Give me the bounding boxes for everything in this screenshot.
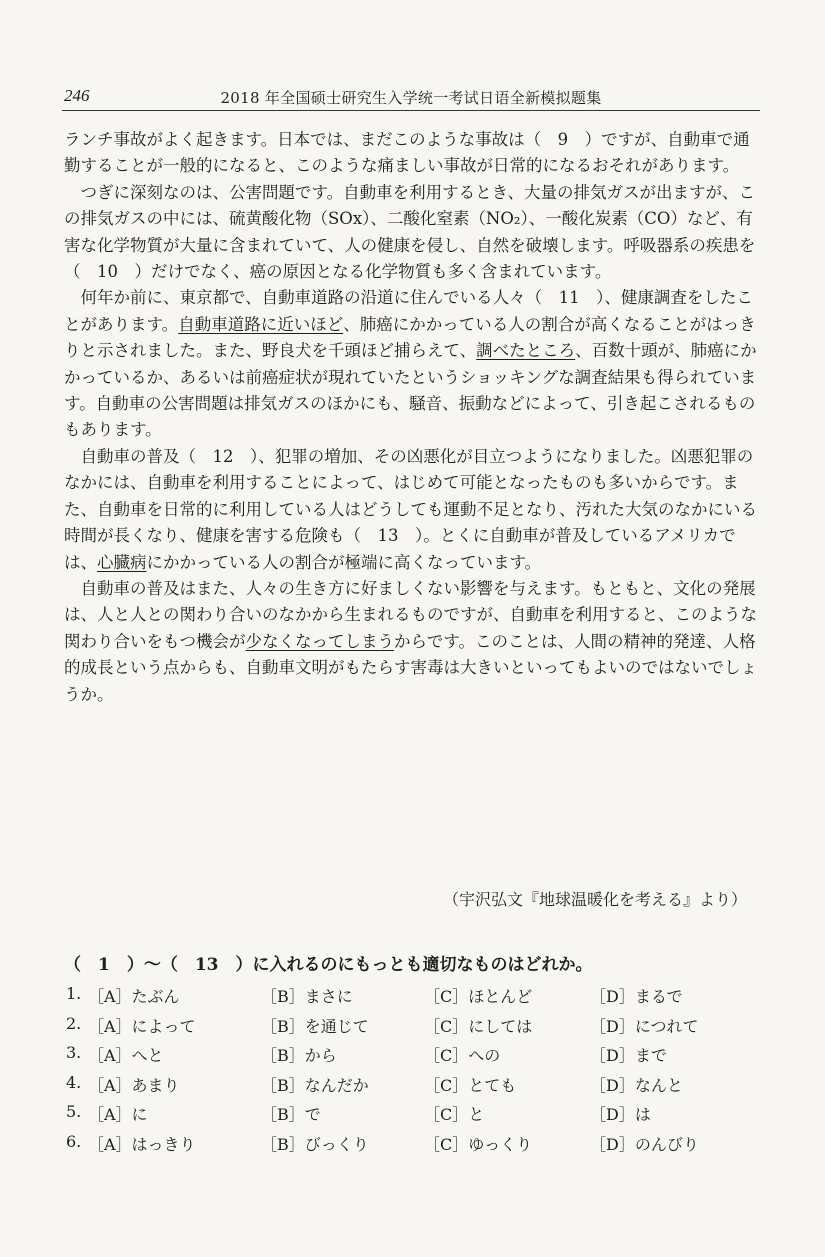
paragraph-text: 、百数十頭が、肺癌にかかっているか、あるいは前癌症状が現れていたというショッキングな調査結果も得られています。自動車の公害問題は排気ガスのほかにも、騒音、振動などによって、引き起こされるものもあります。 [64, 341, 757, 440]
underlined-phrase: 心臓病 [97, 552, 147, 572]
paragraph-4 [64, 444, 764, 576]
paragraph-2 [64, 180, 764, 286]
option-a: ［A］に [88, 1105, 148, 1124]
option-a: ［A］によって [88, 1016, 196, 1036]
paragraph-text: 自動車の普及（ 12 ）、犯罪の増加、その凶悪化が目立つようになりました。凶悪犯罪のなかには、自動車を利用することによって、はじめて可能となったものも多いからです。また、自動車を日常的に利用している人はどうしても運動不足となり、汚れた大気のなかにいる時間が長くなり、健康を害する危険も（ 13 ）。とくに自動車が普及しているアメリカでは、 [64, 446, 757, 572]
question-item [64, 1041, 764, 1071]
paragraph-text: 、肺癌にかかっている人の割合が高くなることがはっきりと示されました。また、野良犬を千頭ほど捕らえて、 [64, 314, 756, 361]
option-a: ［A］あまり [88, 1075, 180, 1095]
option-d: ［D］なんと [590, 1075, 683, 1095]
option-d: ［D］まで [590, 1046, 667, 1065]
item-number: 2. [66, 1013, 82, 1033]
option-b: ［B］まさに [261, 987, 353, 1006]
item-number: 1. [66, 984, 82, 1003]
paragraph-text: ランチ事故がよく起きます。日本では、まだこのような事故は（ 9 ）ですが、自動車で通勤することが一般的になると、このような痛ましい事故が日常的になるおそれがあります。 [64, 130, 750, 176]
item-number: 6. [66, 1131, 82, 1151]
option-b: ［B］なんだか [261, 1075, 369, 1095]
book-title: 2018 年全国硕士研究生入学统一考试日语全新模拟题集 [220, 89, 602, 107]
item-number: 3. [66, 1043, 82, 1062]
paragraph-5 [64, 576, 764, 708]
option-d: ［D］まるで [590, 987, 683, 1006]
item-number: 5. [66, 1102, 82, 1121]
underlined-phrase: 調べたところ [476, 341, 576, 361]
option-b: ［B］で [261, 1105, 321, 1124]
option-b: ［B］から [261, 1046, 337, 1065]
item-number: 4. [66, 1072, 82, 1092]
source-citation: （宇沢弘文『地球温暖化を考える』より） [442, 890, 747, 909]
option-c: ［C］と [424, 1105, 485, 1124]
question-item [64, 1130, 764, 1160]
option-a: ［A］はっきり [88, 1134, 196, 1154]
option-a: ［A］たぶん [88, 987, 180, 1006]
underlined-phrase: 自動車道路に近いほど [178, 314, 344, 334]
option-d: ［D］のんびり [590, 1134, 699, 1154]
option-c: ［C］への [424, 1046, 501, 1065]
question-item [64, 1012, 764, 1042]
question-item [64, 1071, 764, 1101]
answer-options [64, 982, 764, 1159]
paragraph-3 [64, 285, 764, 443]
paragraph-text: 何年か前に、東京都で、自動車道路の沿道に住んでいる人々（ 11 ）、健康調査をしたことがあります。 [64, 288, 753, 334]
question-item [64, 1100, 764, 1130]
option-d: ［D］につれて [590, 1016, 699, 1036]
option-c: ［C］ゆっくり [424, 1134, 533, 1154]
question-item [64, 982, 764, 1012]
question-instruction: （ 1 ）～（ 13 ）に入れるのにもっとも適切なものはどれか。 [64, 955, 593, 975]
option-c: ［C］ほとんど [424, 987, 533, 1006]
option-b: ［B］びっくり [261, 1134, 369, 1154]
paragraph-text: 自動車の普及はまた、人々の生き方に好ましくない影響を与えます。もともと、文化の発展は、人と人との関わり合いのなかから生まれるものですが、自動車を利用すると、このような関わり合いをもつ機会が [64, 578, 757, 651]
paragraph-text: にかかっている人の割合が極端に高くなっています。 [146, 552, 542, 572]
passage [64, 127, 764, 708]
page-header [62, 84, 760, 111]
option-c: ［C］とても [424, 1075, 517, 1095]
paragraph-text: つぎに深刻なのは、公害問題です。自動車を利用するとき、大量の排気ガスが出ますが、この排気ガスの中には、硫黄酸化物（SOx）、二酸化窒素（NO₂）、一酸化炭素（CO）など、有害な化学物質が大量に含まれていて、人の健康を侵し、自然を破壊します。呼吸器系の疾患を（ 10 ）だけでなく、癌の原因となる化学物質も多く含まれています。 [64, 182, 756, 282]
option-c: ［C］にしては [424, 1016, 533, 1036]
option-d: ［D］は [590, 1105, 651, 1124]
underlined-phrase: 少なくなってしまう [245, 631, 394, 651]
option-b: ［B］を通じて [261, 1016, 369, 1036]
option-a: ［A］へと [88, 1046, 164, 1065]
paragraph-text: からです。このことは、人間の精神的発達、人格的成長という点からも、自動車文明がもたらす害毒は大きいといってもよいのではないでしょうか。 [64, 631, 757, 704]
paragraph-1 [64, 127, 764, 180]
page-number: 246 [64, 86, 90, 105]
